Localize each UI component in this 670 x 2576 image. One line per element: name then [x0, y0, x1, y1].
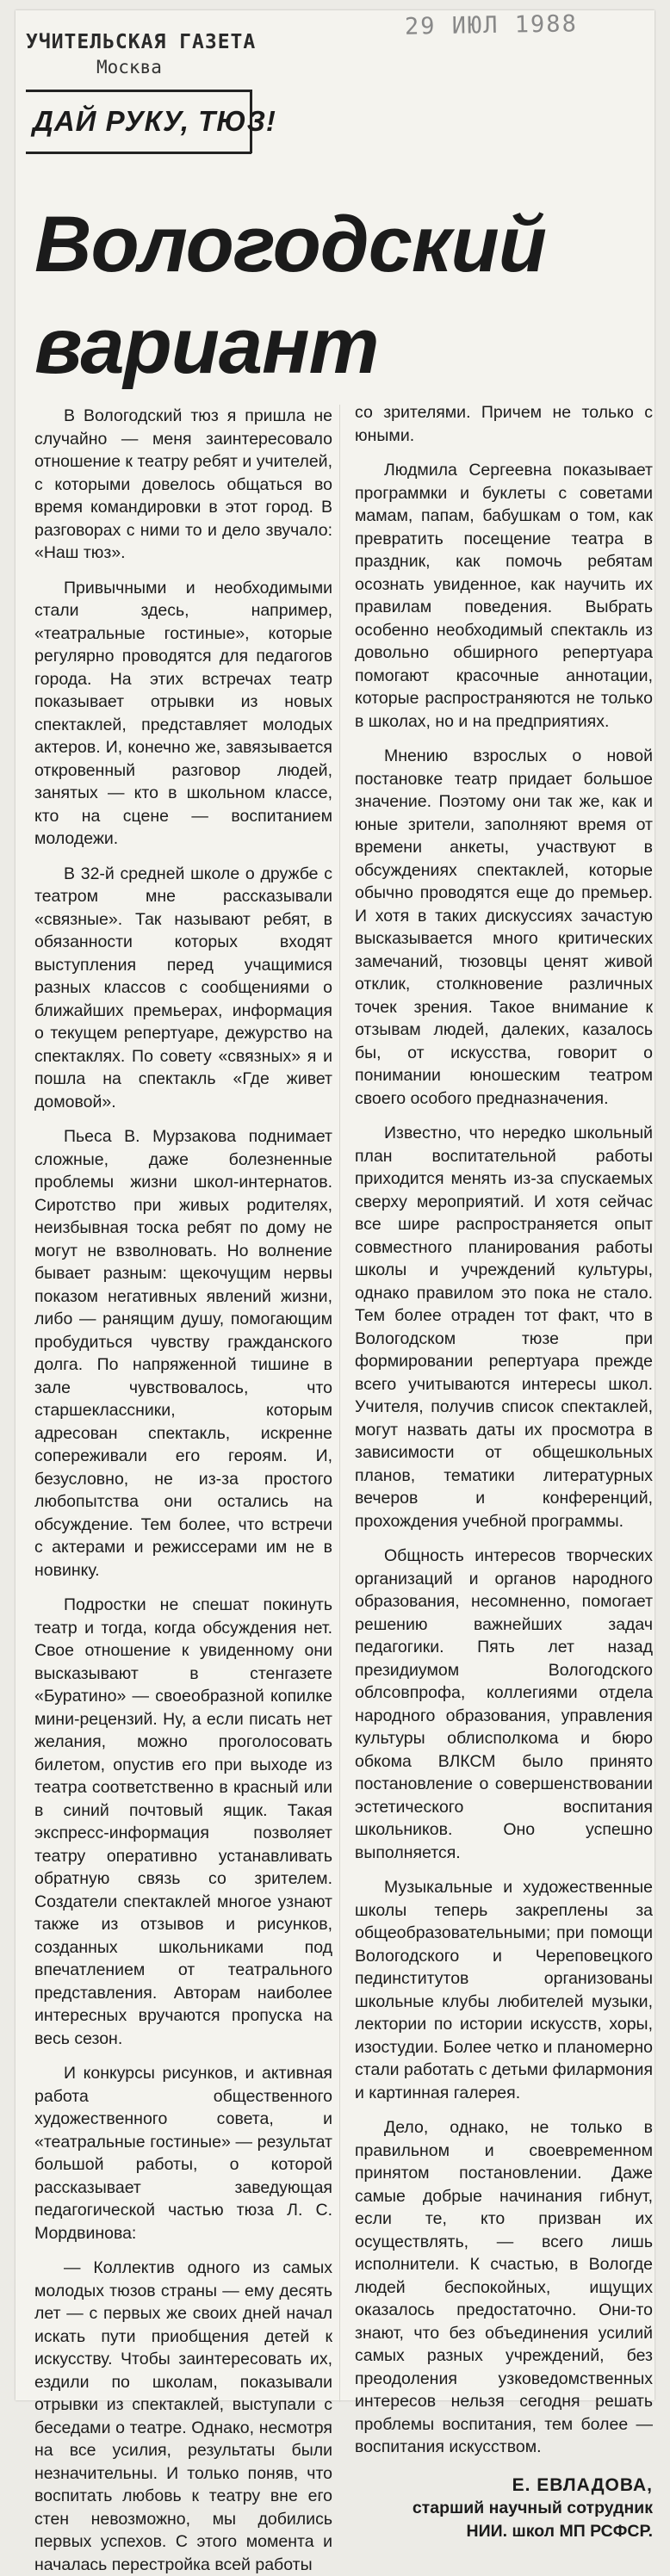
paragraph: — Коллектив одного из самых молодых тюзов страны — ему десять лет — с первых же своих дней начал искать пути приобщения детей к искусству. Чтобы заинтересовать их, ездили по школам, показывали отрывки из спектаклей, выступали с беседами о театре. Однако, несмотря на все усилия, результаты были незначительны. И только поняв, что воспитать любовь к театру вне его стен невозможно, мы добились первых успехов. С этого момента и началась перестройка всей работы — [34, 2258, 332, 2574]
paragraph: В Вологодский тюз я пришла не случайно — меня заинтересовало отношение к театру ребят и учителей, с которыми довелось общаться во время командировки в этот город. В разговорах с ними то и дело звучало: «Наш тюз». — [34, 406, 332, 562]
paragraph: Привычными и необходимыми стали здесь, например, «театральные гостиные», которые регулярно проводятся для педагогов города. На этих встречах театр показывает отрывки из новых спектаклей, представляет молодых актеров. И, конечно же, завязывается откровенный разговор людей, занятых — кто в школьном классе, кто на сцене — воспитанием молодежи. — [34, 578, 332, 848]
paragraph: Людмила Сергеевна показывает программки и буклеты с советами мамам, папам, бабушкам о том, как превратить посещение театра в праздник, как помочь ребятам осознать увиденное, как научить их правилам поведения. Выбрать особенно необходимый спектакль из довольно обширного репертуара помогают красочные аннотации, которые распространяются не только в школах, но и на предприятиях. — [355, 461, 653, 731]
paragraph: Известно, что нередко школьный план воспитательной работы приходится менять из-за спускаемых сверху мероприятий. И хотя сейчас все шире распространяется опыт совместного планирования работы школы и учреждений культуры, однако правилом это пока не стало. Тем более отраден тот факт, что в Вологодском тюзе при формировании репертуара прежде всего учитываются интересы школ. Учителя, получив список спектаклей, могут назвать даты их просмотра в зависимости от общешкольных планов, тематики литературных вечеров и конференций, прохождения учебной программы. — [355, 1124, 653, 1531]
rubric-top-rule — [26, 90, 250, 92]
column-divider — [339, 405, 340, 2402]
article-column-1 — [34, 405, 332, 2576]
author-signature — [355, 2474, 653, 2543]
rubric-heading: ДАЙ РУКУ, ТЮЗ! — [33, 105, 276, 137]
author-position: старший научный сотрудник — [412, 2499, 653, 2517]
paragraph: Пьеса В. Мурзакова поднимает сложные, даже болезненные проблемы жизни школ-интернатов. Сиротство при живых родителях, неизбывная тоска ребят по дому не могут не взволновать. Но волнение бывает разным: щекочущим нервы показом негативных явлений жизни, либо — ранящим душу, помогающим пробудиться чувству гражданского долга. По напряженной тишине в зале чувствовалось, что старшеклассники, которым адресован спектакль, искренне сопереживали его героям. И, безусловно, не из-за простого любопытства они остались на обсуждение. Тем более, что встречи с актерами и режиссерами им не в новинку. — [34, 1127, 332, 1580]
paragraph: В 32-й средней школе о дружбе с театром мне рассказывали «связные». Так называют ребят, в обязанности которых входят выступления перед учащимися разных классов с сообщениями о ближайших премьерах, информация о текущем репертуаре, дежурство на спектаклях. По совету «связных» я и пошла на спектакль «Где живет домовой». — [34, 864, 332, 1112]
publication-stamp: УЧИТЕЛЬСКАЯ ГАЗЕТА — [26, 31, 257, 53]
paragraph: Музыкальные и художественные школы теперь закреплены за общеобразовательными; при помощи Вологодского и Череповецкого пединститутов организованы школьные клубы любителей музыки, лектории по истории искусств, хоры, изостудии. Более четко и планомерно стали работать с детьми филармония и картинная галерея. — [355, 1878, 653, 2102]
city-stamp: Москва — [96, 57, 162, 77]
paragraph: Подростки не спешат покинуть театр и тогда, когда обсуждения нет. Свое отношение к увиденному они высказывают в стенгазете «Буратино» — своеобразной копилке мини-рецензий. Ну, а если писать нет желания, можно проголосовать билетом, опустив его при выходе из театра соответственно в красный или в синий почтовый ящик. Такая экспресс-информация позволяет театру оперативно устанавливать обратную связь со зрителем. Создатели спектаклей многое узнают также из отзывов и рисунков, созданных школьниками под впечатлением от театрального представления. Авторам наиболее интересных вручаются пропуска на весь сезон. — [34, 1595, 332, 2048]
article-title-line-1: Вологодский — [34, 201, 546, 288]
paragraph: Мнению взрослых о новой постановке театр придает большое значение. Поэтому они так же, как и юные зрители, заполняют время от времени анкеты, участвуют в обсуждениях спектаклей, которые обычно проводятся еще до премьер. И хотя в таких дискуссиях зачастую высказывается много критических замечаний, тюзовцы ценят живой отклик, столкновение различных точек зрения. Такое внимание к отзывам людей, далеких, казалось бы, от искусства, говорит о понимании юношеским театром своего особого предназначения. — [355, 746, 653, 1108]
paragraph: И конкурсы рисунков, и активная работа общественного художественного совета, и «театральные гостиные» — результат большой работы, о которой рассказывает заведующая педагогической частью тюза Л. С. Мордвинова: — [34, 2064, 332, 2243]
date-stamp: 29 ИЮЛ 1988 — [404, 10, 579, 40]
author-affiliation: НИИ. школ МП РСФСР. — [466, 2521, 653, 2541]
author-name: Е. ЕВЛАДОВА, — [512, 2474, 653, 2495]
paragraph: Дело, однако, не только в правильном и своевременном принятом постановлении. Даже самые добрые начинания гибнут, если те, кто призван их осуществлять, — всего лишь исполнители. К счастью, в Вологде людей беспокойных, ищущих оказалось предостаточно. Они-то знают, что без объединения усилий самых разных учреждений, без преодоления узковедомственных интересов нельзя сегодня решать проблемы воспитания, тем более — воспитания искусством. — [355, 2118, 653, 2456]
article-title-line-2: вариант — [34, 302, 379, 390]
paragraph: со зрителями. Причем не только с юными. — [355, 403, 653, 445]
paragraph: Общность интересов творческих организаций и органов народного образования, несомненно, помогает решению важнейших задач педагогики. Пять лет назад президиумом Вологодского облсовпрофа, коллегиями отдела народного образования, управления культуры облисполкома и бюро обкома ВЛКСМ было принято постановление о совершенствовании эстетического воспитания школьников. Оно успешно выполняется. — [355, 1546, 653, 1862]
article-column-2 — [355, 401, 653, 2542]
rubric-bottom-rule — [26, 152, 251, 154]
